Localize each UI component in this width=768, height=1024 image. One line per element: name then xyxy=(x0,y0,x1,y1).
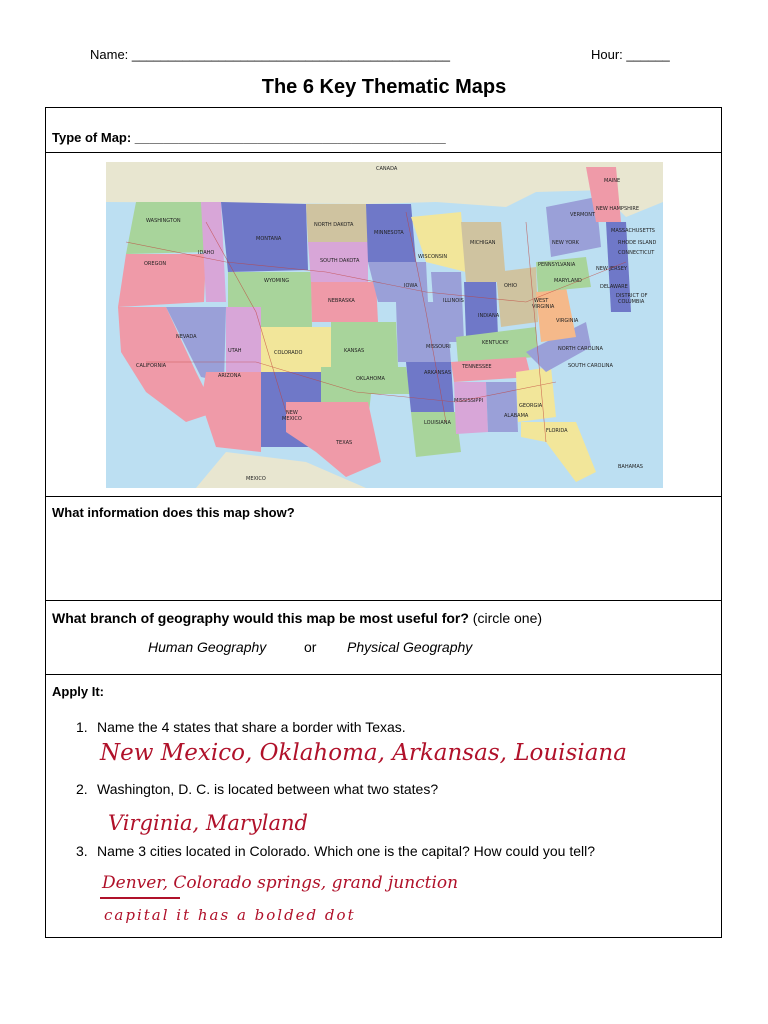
svg-text:OKLAHOMA: OKLAHOMA xyxy=(356,376,385,382)
svg-text:ILLINOIS: ILLINOIS xyxy=(443,298,464,304)
svg-text:TENNESSEE: TENNESSEE xyxy=(462,364,492,370)
svg-text:MEXICO: MEXICO xyxy=(282,416,302,422)
apply-it-section xyxy=(46,675,721,937)
svg-text:MEXICO: MEXICO xyxy=(246,476,266,482)
type-of-map-label: Type of Map: ___________________________________________ xyxy=(52,130,446,145)
svg-text:MINNESOTA: MINNESOTA xyxy=(374,230,404,236)
or-text: or xyxy=(304,639,317,655)
map-row xyxy=(46,153,721,497)
svg-text:WASHINGTON: WASHINGTON xyxy=(146,218,181,224)
svg-text:KANSAS: KANSAS xyxy=(344,348,365,354)
svg-text:WISCONSIN: WISCONSIN xyxy=(418,254,448,260)
svg-text:ARKANSAS: ARKANSAS xyxy=(424,370,452,376)
human-geography-option: Human Geography xyxy=(148,639,267,655)
question-3-number: 3. xyxy=(76,843,88,859)
svg-text:COLUMBIA: COLUMBIA xyxy=(618,299,645,305)
svg-text:SOUTH CAROLINA: SOUTH CAROLINA xyxy=(568,363,613,369)
svg-text:TEXAS: TEXAS xyxy=(336,440,353,446)
physical-geography-option: Physical Geography xyxy=(347,639,473,655)
svg-text:CONNECTICUT: CONNECTICUT xyxy=(618,250,655,256)
circle-one-note: (circle one) xyxy=(472,610,543,626)
svg-text:WEST: WEST xyxy=(534,298,549,304)
svg-text:NEW: NEW xyxy=(286,410,298,416)
svg-text:NEW YORK: NEW YORK xyxy=(552,240,579,246)
svg-text:NEW HAMPSHIRE: NEW HAMPSHIRE xyxy=(596,206,639,212)
hour-field-label: Hour: ______ xyxy=(591,47,670,62)
question-1-text: Name the 4 states that share a border with Texas. xyxy=(97,719,406,735)
svg-text:MARYLAND: MARYLAND xyxy=(554,278,582,284)
svg-text:MISSISSIPPI: MISSISSIPPI xyxy=(454,398,483,404)
question-2-number: 2. xyxy=(76,781,88,797)
svg-text:OREGON: OREGON xyxy=(144,261,167,267)
apply-it-label: Apply It: xyxy=(52,684,104,699)
info-question-label: What information does this map show? xyxy=(52,505,295,520)
svg-text:VIRGINIA: VIRGINIA xyxy=(532,304,555,310)
svg-text:GEORGIA: GEORGIA xyxy=(519,403,543,409)
svg-text:NEVADA: NEVADA xyxy=(176,334,197,340)
branch-question-row xyxy=(46,601,721,675)
svg-text:NEW JERSEY: NEW JERSEY xyxy=(596,266,627,272)
svg-text:ARIZONA: ARIZONA xyxy=(218,373,241,379)
svg-text:MASSACHUSETTS: MASSACHUSETTS xyxy=(611,228,655,234)
svg-text:MICHIGAN: MICHIGAN xyxy=(470,240,496,246)
svg-text:IDAHO: IDAHO xyxy=(198,250,215,256)
svg-text:COLORADO: COLORADO xyxy=(274,350,303,356)
svg-text:IOWA: IOWA xyxy=(404,283,418,289)
svg-text:MISSOURI: MISSOURI xyxy=(426,344,451,350)
answer-1-handwritten: New Mexico, Oklahoma, Arkansas, Louisiana xyxy=(100,740,627,766)
svg-text:BAHAMAS: BAHAMAS xyxy=(618,464,643,470)
worksheet-table xyxy=(45,107,722,938)
branch-question-label: What branch of geography would this map be most useful for? xyxy=(52,610,469,626)
svg-text:PENNSYLVANIA: PENNSYLVANIA xyxy=(538,262,576,268)
name-field-label: Name: ____________________________________________ xyxy=(90,47,451,62)
answer-2-handwritten: Virginia, Maryland xyxy=(108,811,308,835)
question-3-text: Name 3 cities located in Colorado. Which one is the capital? How could you tell? xyxy=(97,843,596,859)
svg-text:CANADA: CANADA xyxy=(376,166,398,172)
svg-text:RHODE ISLAND: RHODE ISLAND xyxy=(618,240,657,246)
svg-text:MAINE: MAINE xyxy=(604,178,621,184)
type-of-map-row xyxy=(46,108,721,153)
svg-text:VERMONT: VERMONT xyxy=(570,212,596,218)
svg-text:KENTUCKY: KENTUCKY xyxy=(482,340,509,346)
svg-text:CALIFORNIA: CALIFORNIA xyxy=(136,363,167,369)
answer-3-line-1-handwritten: Denver, Colorado springs, grand junction xyxy=(102,873,459,893)
svg-text:DELAWARE: DELAWARE xyxy=(600,284,628,290)
svg-text:DISTRICT OF: DISTRICT OF xyxy=(616,293,648,299)
svg-text:OHIO: OHIO xyxy=(504,283,518,289)
info-question-row xyxy=(46,497,721,601)
svg-text:NORTH DAKOTA: NORTH DAKOTA xyxy=(314,222,354,228)
svg-text:NEBRASKA: NEBRASKA xyxy=(328,298,355,304)
answer-3-line-2-handwritten: capital it has a bolded dot xyxy=(104,906,356,924)
svg-text:FLORIDA: FLORIDA xyxy=(546,428,568,434)
svg-text:MONTANA: MONTANA xyxy=(256,236,282,242)
svg-text:VIRGINIA: VIRGINIA xyxy=(556,318,579,324)
svg-text:INDIANA: INDIANA xyxy=(478,313,500,319)
question-1-number: 1. xyxy=(76,719,88,735)
svg-text:UTAH: UTAH xyxy=(228,348,242,354)
svg-text:SOUTH DAKOTA: SOUTH DAKOTA xyxy=(320,258,360,264)
svg-text:LOUISIANA: LOUISIANA xyxy=(424,420,451,426)
svg-text:WYOMING: WYOMING xyxy=(264,278,290,284)
question-2-text: Washington, D. C. is located between what two states? xyxy=(97,781,439,797)
svg-text:NORTH CAROLINA: NORTH CAROLINA xyxy=(558,346,603,352)
answer-3-underline xyxy=(100,897,180,899)
usa-political-map xyxy=(106,162,663,488)
page-title: The 6 Key Thematic Maps xyxy=(261,76,507,98)
svg-text:ALABAMA: ALABAMA xyxy=(504,413,529,419)
